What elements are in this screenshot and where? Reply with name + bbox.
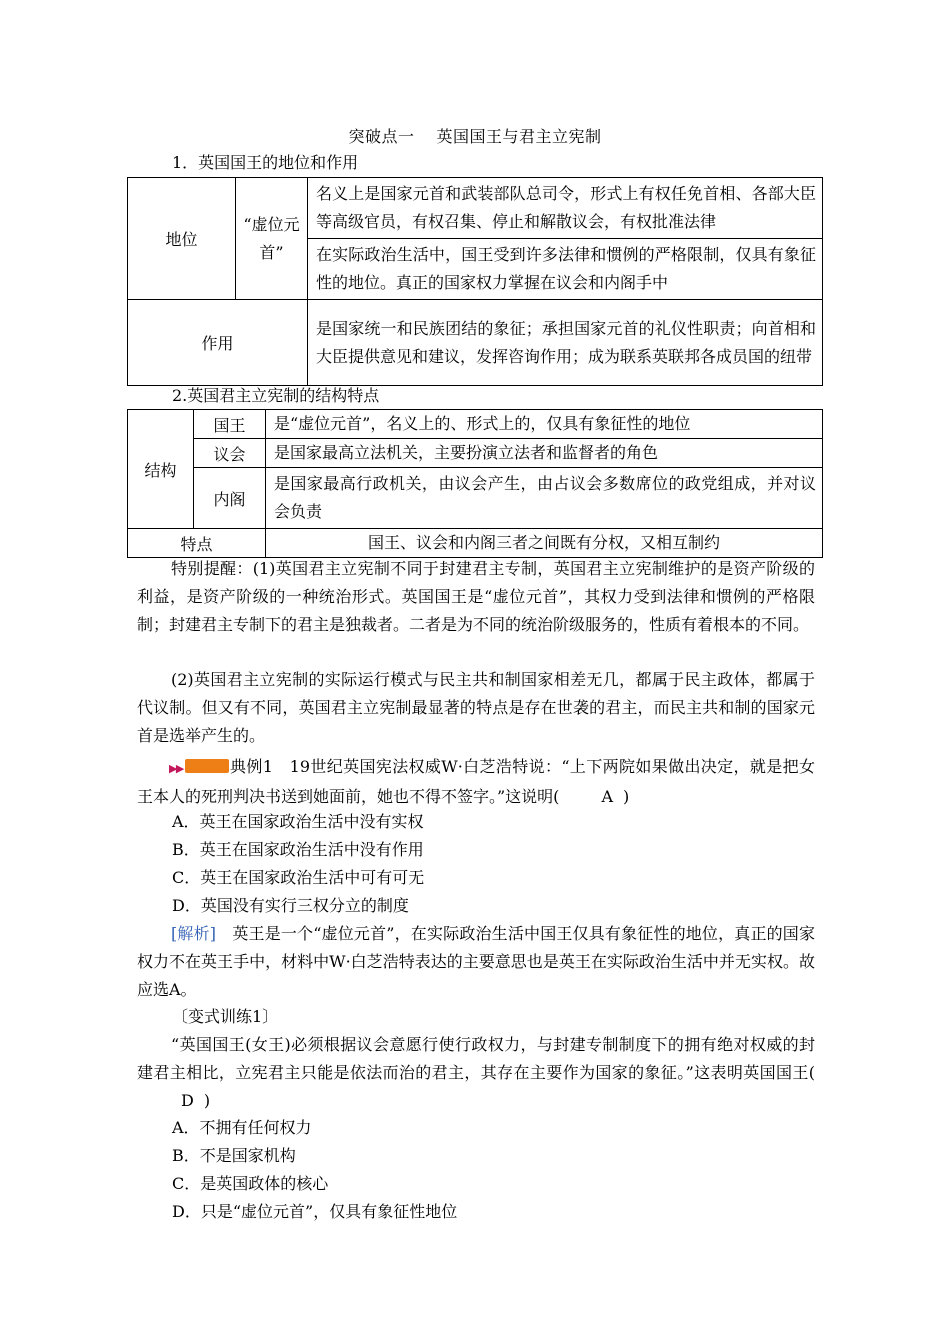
section1-heading: 1．英国国王的地位和作用: [172, 153, 359, 172]
cell-guowang-desc: 是“虚位元首”，名义上的、形式上的，仅具有象征性的地位: [266, 410, 823, 439]
double-arrow-icon: ▶▶: [169, 762, 183, 775]
cell-diwei: 地位: [128, 178, 236, 300]
note-paragraph-2: (2)英国君主立宪制的实际运行模式与民主共和制国家相差无几，都属于民主政体，都属于代议制。但又有不同，英国君主立宪制最显著的特点是存在世袭的君主，而民主共和制的国家元首是选举产生的。: [137, 670, 815, 745]
king-status-table: [127, 177, 823, 386]
cell-xuwei: “虚位元首”: [236, 178, 308, 300]
variant-label: 〔变式训练1〕: [172, 1007, 279, 1026]
example-1-answer: A: [601, 787, 613, 806]
title-part1: 突破点一: [348, 127, 415, 146]
variant-option-d: D．只是“虚位元首”，仅具有象征性地位: [172, 1202, 458, 1221]
cell-neige-desc: 是国家最高行政机关，由议会产生，由占议会多数席位的政党组成，并对议会负责: [266, 468, 823, 529]
example-1-stem: [137, 753, 815, 811]
cell-row2: 在实际政治生活中，国王受到许多法律和惯例的严格限制，仅具有象征性的地位。真正的国家权力掌握在议会和内阁手中: [308, 239, 823, 300]
page-title: [0, 124, 950, 147]
table-row: [128, 529, 823, 558]
example-1-option-a: A．英王在国家政治生活中没有实权: [172, 812, 424, 831]
cell-guowang: 国王: [194, 410, 266, 439]
table-row: [128, 439, 823, 468]
cell-row1: 名义上是国家元首和武装部队总司令，形式上有权任免首相、各部大臣等高级官员，有权召集、停止和解散议会，有权批准法律: [308, 178, 823, 239]
cell-row3: 是国家统一和民族团结的象征；承担国家元首的礼仪性职责；向首相和大臣提供意见和建议，发挥咨询作用；成为联系英联邦各成员国的纽带: [308, 300, 823, 386]
cell-yihui-desc: 是国家最高立法机关，主要扮演立法者和监督者的角色: [266, 439, 823, 468]
table-row: [128, 410, 823, 439]
cell-tedian-desc: 国王、议会和内阁三者之间既有分权，又相互制约: [266, 529, 823, 558]
example-1-option-c: C．英王在国家政治生活中可有可无: [172, 868, 425, 887]
cell-tedian: 特点: [128, 529, 266, 558]
cell-yihui: 议会: [194, 439, 266, 468]
variant-stem-text: “英国国王(女王)必须根据议会意愿行使行政权力，与封建专制制度下的拥有绝对权威的封建君主相比，立宪君主只能是依法而治的君主，其存在主要作为国家的象征。”这表明英国国王(: [137, 1035, 815, 1082]
example-1-close: ): [623, 787, 630, 806]
analysis-label: [解析]: [171, 924, 217, 943]
variant-option-b: B．不是国家机构: [172, 1146, 296, 1165]
table-row: [128, 468, 823, 529]
table-row: [128, 300, 823, 386]
variant-answer: D: [181, 1091, 194, 1110]
example-1-option-d: D．英国没有实行三权分立的制度: [172, 896, 409, 915]
variant-close: ): [203, 1091, 211, 1110]
cell-zuoyong: 作用: [128, 300, 308, 386]
structure-table: [127, 409, 823, 558]
analysis-text: 英王是一个“虚位元首”，在实际政治生活中国王仅具有象征性的地位，真正的国家权力不在英王手中，材料中W·白芝浩特表达的主要意思也是英王在实际政治生活中并无实权。故应选A。: [137, 924, 815, 999]
variant-stem: [137, 1031, 815, 1115]
table-row: [128, 178, 823, 239]
example-tag-icon: [185, 759, 229, 773]
cell-neige: 内阁: [194, 468, 266, 529]
example-1-stem-text: 典例1 19世纪英国宪法权威W·白芝浩特说：“上下两院如果做出决定，就是把女王本人的死刑判决书送到她面前，她也不得不签字。”这说明(: [137, 757, 815, 806]
section2-heading: 2.英国君主立宪制的结构特点: [172, 386, 380, 405]
variant-option-a: A．不拥有任何权力: [172, 1118, 312, 1137]
title-part2: 英国国王与君主立宪制: [436, 127, 602, 146]
variant-option-c: C．是英国政体的核心: [172, 1174, 329, 1193]
example-1-option-b: B．英王在国家政治生活中没有作用: [172, 840, 424, 859]
note-paragraph-1: 特别提醒：(1)英国君主立宪制不同于封建君主专制，英国君主立宪制维护的是资产阶级的利益，是资产阶级的一种统治形式。英国国王是“虚位元首”，其权力受到法律和惯例的严格限制；封建君主专制下的君主是独裁者。二者是为不同的统治阶级服务的，性质有着根本的不同。: [137, 559, 815, 634]
cell-jiegou: 结构: [128, 410, 194, 529]
example-1-analysis: [137, 920, 815, 1004]
